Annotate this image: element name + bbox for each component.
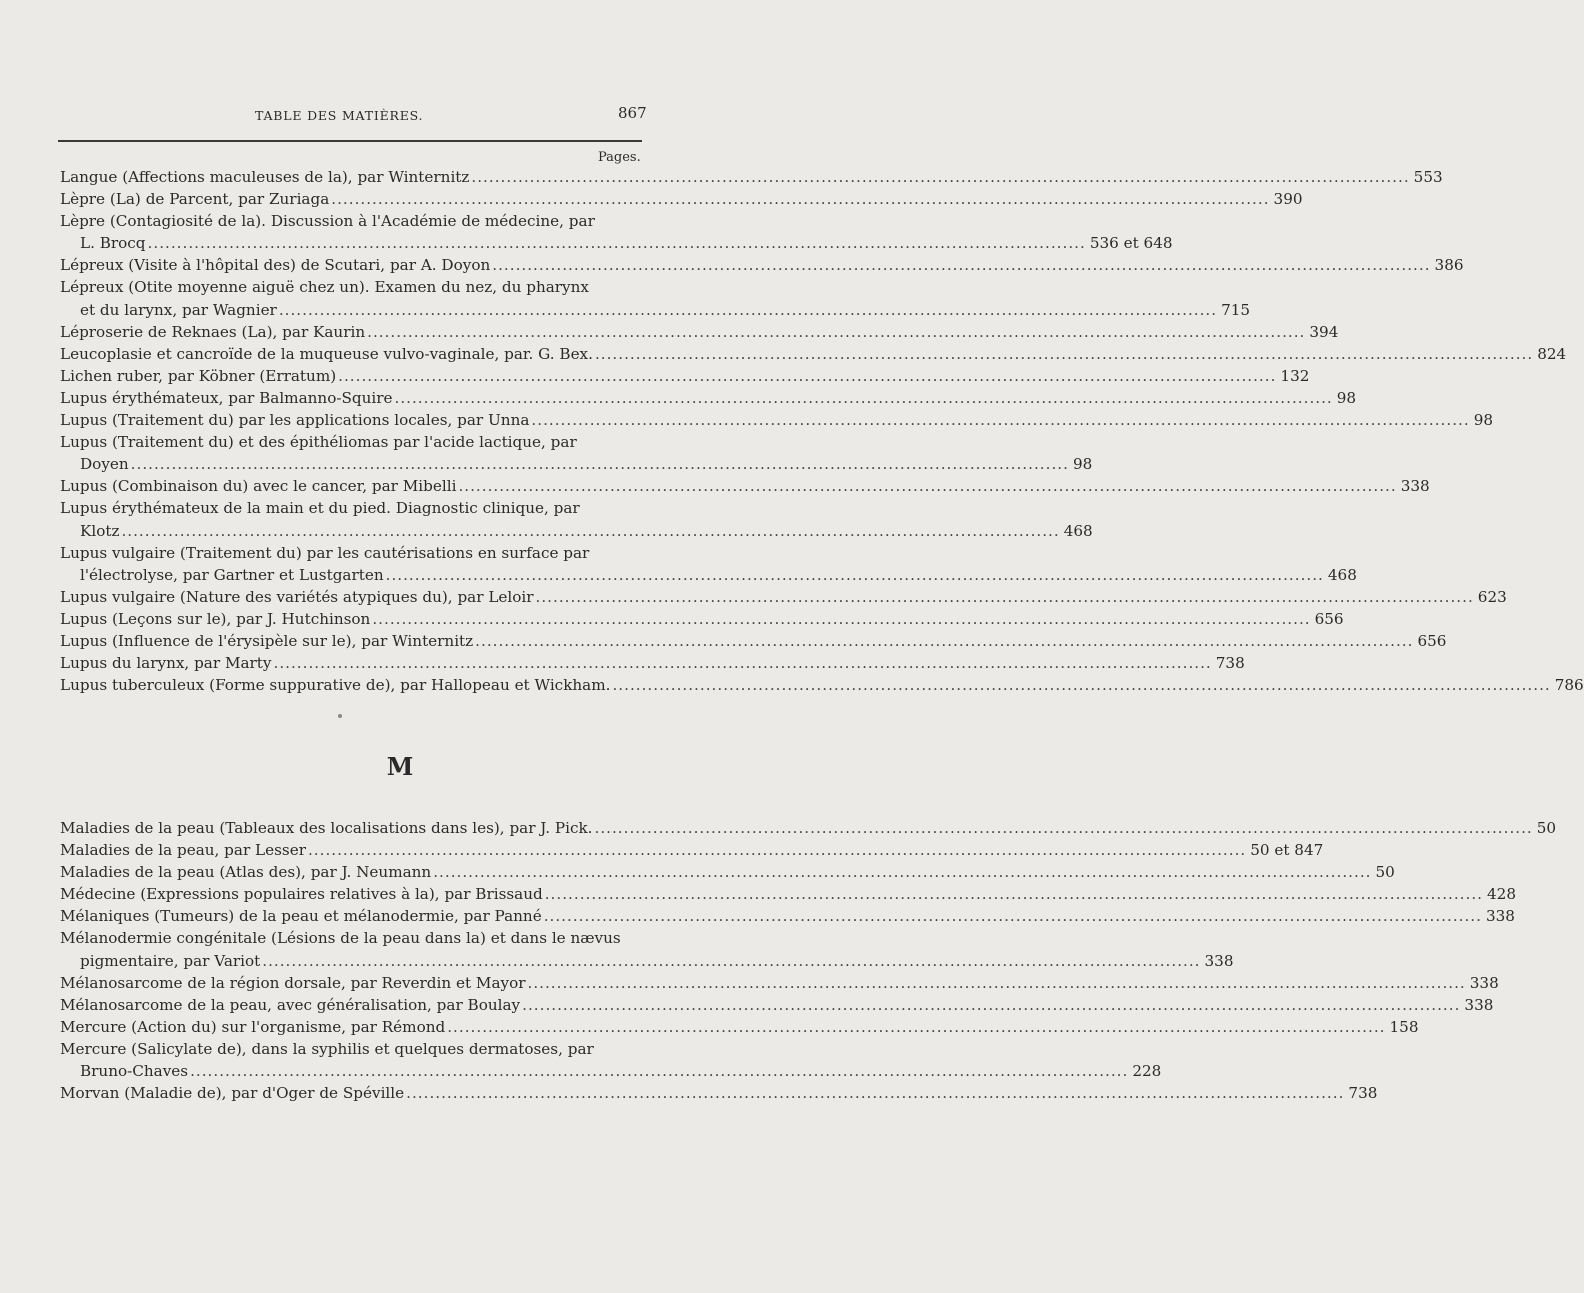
entry-page: 786 (1554, 676, 1584, 695)
dot-leader (262, 950, 1200, 972)
entry-page: 98 (1072, 455, 1093, 474)
dot-leader (475, 630, 1413, 652)
pages-column-label: Pages. (598, 150, 641, 165)
entry-text: Lèpre (La) de Parcent, par Zuriaga (60, 190, 330, 209)
dot-leader (522, 994, 1460, 1016)
dot-leader (595, 817, 1533, 839)
index-entry (60, 343, 1567, 365)
entry-page: 738 (1348, 1084, 1378, 1103)
index-entry (60, 166, 1443, 188)
index-entry (60, 883, 1516, 905)
entry-page: 228 (1132, 1062, 1162, 1081)
index-section-m (60, 817, 1557, 1104)
entry-text: Lupus (Traitement du) par les applications locales, par Unna (60, 411, 530, 430)
entry-page: 824 (1537, 344, 1567, 363)
dot-leader (531, 409, 1469, 431)
index-section-l (60, 166, 1584, 696)
entry-text: Leucoplasie et cancroïde de la muqueuse vulvo-vaginale, par. G. Bex. (60, 344, 593, 363)
dot-leader (471, 166, 1409, 188)
entry-page: 656 (1314, 609, 1344, 628)
dot-leader (279, 299, 1217, 321)
dot-leader (536, 586, 1474, 608)
entry-page: 338 (1469, 973, 1499, 992)
entry-page: 394 (1309, 322, 1339, 341)
index-entry (60, 475, 1430, 497)
index-entry (60, 254, 1464, 276)
entry-page: 468 (1327, 565, 1357, 584)
index-entry (60, 994, 1494, 1016)
entry-page: 338 (1400, 477, 1430, 496)
entry-text: Lupus (Traitement du) et des épithéliomas par l'acide lactique, par (60, 433, 577, 452)
stray-mark (338, 714, 342, 718)
index-entry (60, 299, 1251, 321)
index-entry (60, 497, 656, 519)
entry-page: 158 (1389, 1017, 1419, 1036)
dot-leader (433, 861, 1371, 883)
entry-page: 338 (1485, 907, 1515, 926)
header-rule (58, 140, 642, 142)
entry-text: Lupus (Combinaison du) avec le cancer, par Mibelli (60, 477, 457, 496)
entry-page: 536 et 648 (1089, 234, 1173, 253)
index-entry (60, 861, 1395, 883)
entry-page: 98 (1336, 388, 1357, 407)
index-entry (60, 674, 1584, 696)
dot-leader (458, 475, 1396, 497)
entry-text: Lupus érythémateux de la main et du pied. Diagnostic clinique, par (60, 499, 580, 518)
index-entry (60, 927, 656, 949)
entry-page: 50 (1536, 819, 1557, 837)
index-entry (60, 586, 1507, 608)
entry-text: Lupus tuberculeux (Forme suppurative de), par Hallopeau et Wickham. (60, 676, 611, 695)
entry-text: Mercure (Salicylate de), dans la syphilis et quelques dermatoses, par (60, 1039, 594, 1058)
entry-text: Maladies de la peau (Tableaux des localisations dans les), par J. Pick. (60, 819, 593, 837)
running-head (0, 104, 800, 128)
index-entry (60, 431, 656, 453)
dot-leader (338, 365, 1276, 387)
index-entry (60, 453, 1093, 475)
entry-text: Médecine (Expressions populaires relatives à la), par Brissaud (60, 885, 543, 904)
entry-text: Langue (Affections maculeuses de la), par Winternitz (60, 168, 470, 186)
entry-page: 338 (1204, 951, 1234, 970)
entry-text: Lèpre (Contagiosité de la). Discussion à l'Académie de médecine, par (60, 212, 595, 231)
entry-text: Lupus vulgaire (Traitement du) par les cautérisations en surface par (60, 543, 590, 562)
dot-leader (331, 188, 1269, 210)
index-entry (60, 365, 1310, 387)
index-entry (60, 210, 656, 232)
entry-page: 468 (1063, 521, 1093, 540)
dot-leader (148, 232, 1086, 254)
entry-text: Maladies de la peau, par Lesser (60, 841, 306, 860)
entry-text: Klotz (80, 521, 120, 540)
entry-text: Mélanosarcome de la peau, avec généralisation, par Boulay (60, 995, 521, 1014)
dot-leader (406, 1082, 1344, 1104)
entry-text: pigmentaire, par Variot (80, 951, 261, 970)
entry-text: Morvan (Maladie de), par d'Oger de Spéville (60, 1084, 405, 1103)
entry-text: l'électrolyse, par Gartner et Lustgarten (80, 565, 384, 584)
entry-text: Léproserie de Reknaes (La), par Kaurin (60, 322, 366, 341)
dot-leader (372, 608, 1310, 630)
entry-text: Lépreux (Otite moyenne aiguë chez un). Examen du nez, du pharynx (60, 278, 589, 297)
dot-leader (395, 387, 1333, 409)
entry-text: L. Brocq (80, 234, 146, 253)
index-entry (60, 188, 1303, 210)
entry-text: Lupus (Leçons sur le), par J. Hutchinson (60, 609, 371, 628)
dot-leader (308, 839, 1246, 861)
entry-page: 553 (1413, 168, 1443, 186)
entry-page: 623 (1477, 587, 1507, 606)
entry-page: 738 (1215, 654, 1245, 673)
dot-leader (386, 564, 1324, 586)
dot-leader (274, 652, 1212, 674)
entry-page: 386 (1434, 256, 1464, 275)
entry-text: et du larynx, par Wagnier (80, 300, 277, 319)
entry-text: Doyen (80, 455, 129, 474)
entry-text: Lupus du larynx, par Marty (60, 654, 272, 673)
dot-leader (612, 674, 1550, 696)
dot-leader (447, 1016, 1385, 1038)
dot-leader (121, 520, 1059, 542)
index-entry (60, 608, 1344, 630)
dot-leader (367, 321, 1305, 343)
index-entry (60, 1038, 656, 1060)
entry-page: 132 (1280, 366, 1310, 385)
dot-leader (492, 254, 1430, 276)
index-entry (60, 520, 1093, 542)
index-entry (60, 387, 1357, 409)
index-entry (60, 409, 1494, 431)
entry-page: 428 (1487, 885, 1516, 904)
index-entry (60, 950, 1234, 972)
entry-text: Lupus érythémateux, par Balmanno-Squire (60, 388, 393, 407)
dot-leader (595, 343, 1533, 365)
index-entry (60, 1016, 1419, 1038)
index-entry (60, 321, 1339, 343)
entry-text: Lupus (Influence de l'érysipèle sur le), par Winternitz (60, 631, 474, 650)
index-entry (60, 817, 1557, 839)
entry-page: 50 et 847 (1250, 841, 1324, 860)
entry-page: 50 (1375, 863, 1395, 882)
entry-text: Mélaniques (Tumeurs) de la peau et mélanodermie, par Panné (60, 907, 542, 926)
entry-page: 390 (1273, 190, 1303, 209)
entry-text: Mélanodermie congénitale (Lésions de la peau dans la) et dans le nævus (60, 929, 621, 948)
index-entry (60, 276, 656, 298)
entry-page: 715 (1221, 300, 1251, 319)
index-entry (60, 232, 1173, 254)
index-entry (60, 542, 656, 564)
entry-text: Lépreux (Visite à l'hôpital des) de Scutari, par A. Doyon (60, 256, 491, 275)
letter-heading: M (386, 752, 414, 781)
index-entry (60, 652, 1245, 674)
dot-leader (545, 883, 1483, 905)
entry-text: Maladies de la peau (Atlas des), par J. Neumann (60, 863, 432, 882)
dot-leader (528, 972, 1466, 994)
dot-leader (190, 1060, 1128, 1082)
entry-text: Mercure (Action du) sur l'organisme, par Rémond (60, 1017, 446, 1036)
entry-text: Lichen ruber, par Köbner (Erratum) (60, 366, 337, 385)
entry-text: Mélanosarcome de la région dorsale, par Reverdin et Mayor (60, 973, 526, 992)
index-entry (60, 972, 1499, 994)
page-number: 867 (618, 104, 647, 122)
running-title: TABLE DES MATIÈRES. (255, 108, 424, 123)
index-entry (60, 839, 1324, 861)
entry-page: 98 (1473, 411, 1494, 430)
index-entry (60, 1082, 1378, 1104)
dot-leader (544, 905, 1482, 927)
index-entry (60, 630, 1447, 652)
index-entry (60, 1060, 1162, 1082)
entry-text: Lupus vulgaire (Nature des variétés atypiques du), par Leloir (60, 587, 534, 606)
index-entry (60, 564, 1357, 586)
entry-page: 338 (1464, 995, 1494, 1014)
index-entry (60, 905, 1515, 927)
entry-text: Bruno-Chaves (80, 1062, 189, 1081)
entry-page: 656 (1417, 631, 1447, 650)
dot-leader (131, 453, 1069, 475)
